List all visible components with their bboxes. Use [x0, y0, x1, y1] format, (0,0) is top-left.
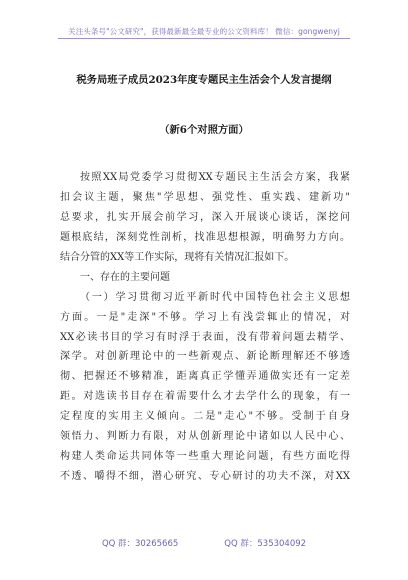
- body-line: 总要求，扎实开展会前学习，深入开展谈心谈话，深挖问: [60, 211, 350, 223]
- body-line: 按照XX局党委学习贯彻XX专题民主生活会方案，我紧: [80, 172, 350, 183]
- body-line: 题根底结，深刻党性剖析，找准思想根源，明确努力方向。: [60, 231, 350, 243]
- body-line: 距。对选读书目存在着需要什么才去学什么的现象，有一: [60, 391, 350, 403]
- body-line: 方面。一是"走深"不够。学习上有浅尝辄止的情况，对: [60, 311, 350, 323]
- header-banner: 关注头条号"公文研究"，获得最新最全最专业的公文资料库！ 微信：gongwenyj: [68, 27, 340, 36]
- body-line: 定程度的实用主义倾向。二是"走心"不够。受制于自身: [60, 411, 350, 423]
- footer-qq-left: QQ 群：30265665: [101, 539, 179, 549]
- document-subtitle: （新6个对照方面）: [159, 124, 249, 136]
- body-line: 领悟力、判断力有限，对从创新理论中诸如以人民中心、: [60, 431, 350, 443]
- body-line: 结合分管的XX等工作实际，现将有关情况汇报如下。: [60, 251, 295, 263]
- footer-contacts: [0, 537, 408, 549]
- body-line: 构建人类命运共同体等一些重大理论问题，有些方面吃得: [60, 451, 350, 463]
- document-title: 税务局班子成员2023年度专题民主生活会个人发言提纲: [76, 74, 332, 86]
- body-line: 深学。对创新理论中的一些新观点、新论断理解还不够透: [60, 351, 350, 363]
- body-line: XX必读书目的学习有时浮于表面，没有带着问题去精学、: [60, 331, 350, 343]
- subsection-heading: （一）学习贯彻习近平新时代中国特色社会主义思想: [80, 291, 350, 303]
- document-body: [60, 168, 350, 487]
- section-heading: 一、存在的主要问题: [80, 271, 170, 283]
- body-line: 扣会议主题，聚焦"学思想、强党性、重实践、建新功": [60, 191, 350, 203]
- body-line: 不透、嚼得不细，潜心研究、专心研讨的功夫不深，对XX: [60, 471, 350, 483]
- header-rule: [58, 38, 350, 39]
- footer-qq-right: QQ 群：535304092: [224, 539, 307, 549]
- body-line: 彻、把握还不够精准，距离真正学懂弄通做实还有一定差: [60, 371, 350, 383]
